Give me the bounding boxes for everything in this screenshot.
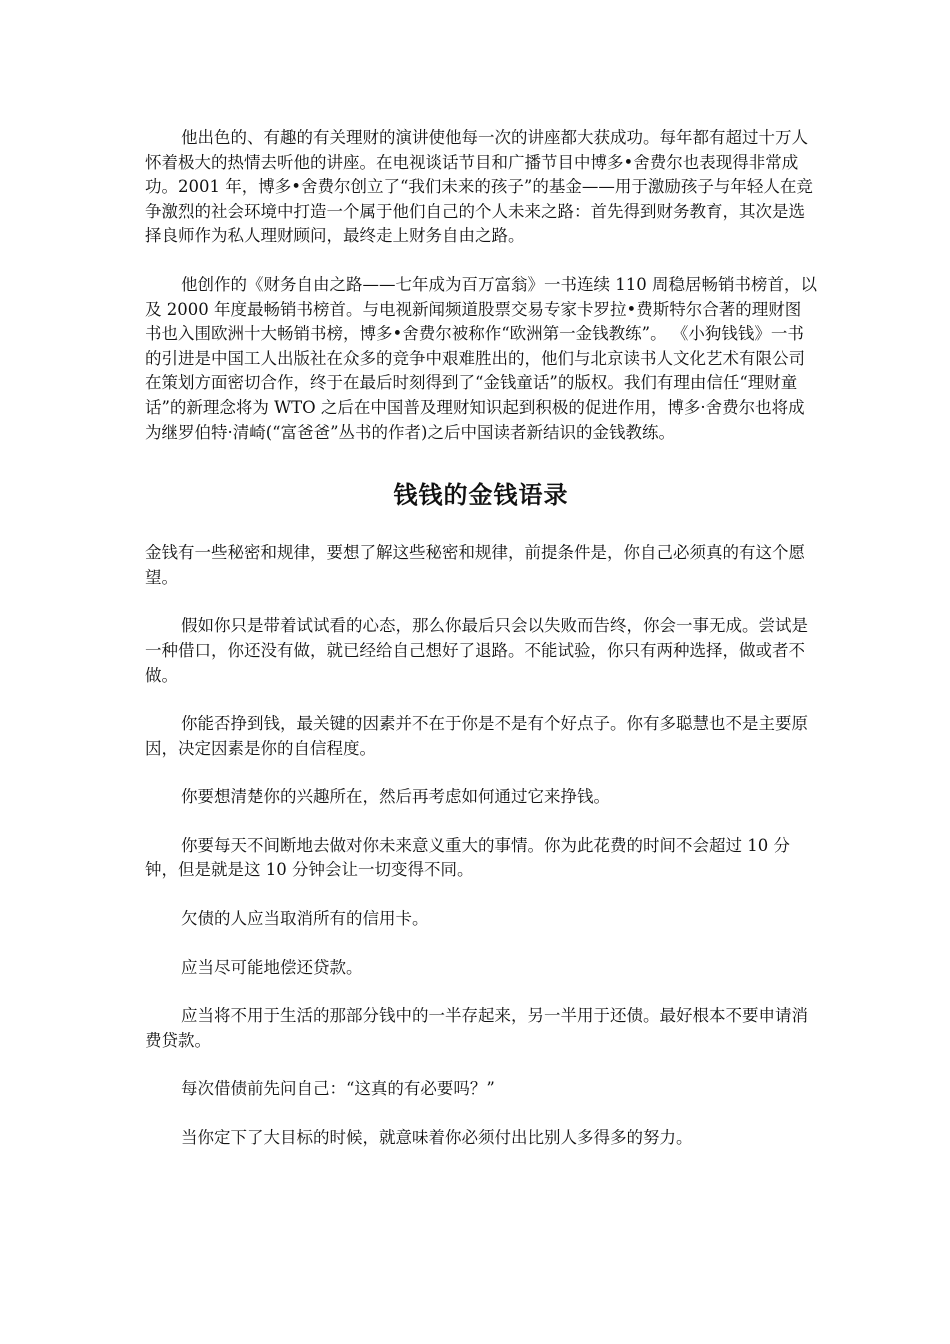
intro-paragraph: 他出色的、有趣的有关理财的演讲使他每一次的讲座都大获成功。每年都有超过十万人怀着极大的热情去听他的讲座。在电视谈话节目和广播节目中博多•舍费尔也表现得非常成功。2001 年，博多•舍费尔创立了“我们未来的孩子”的基金——用于激励孩子与年轻人在竞争激烈的社会环境中打造一个属于他们自己的个人未来之路：首先得到财务教育，其次是选择良师作为私人理财顾问，最终走上财务自由之路。: [145, 128, 813, 246]
quote-paragraph: 当你定下了大目标的时候，就意味着你必须付出比别人多得多的努力。: [181, 1128, 693, 1148]
quote-paragraph: 假如你只是带着试试看的心态，那么你最后只会以失败而告终，你会一事无成。尝试是一种借口，你还没有做，就已经给自己想好了退路。不能试验，你只有两种选择，做或者不做。: [145, 616, 808, 685]
quote-paragraph: 应当将不用于生活的那部分钱中的一半存起来，另一半用于还债。最好根本不要申请消费贷款。: [145, 1006, 808, 1050]
quote-paragraph: 金钱有一些秘密和规律，要想了解这些秘密和规律，前提条件是，你自己必须真的有这个愿望。: [145, 543, 805, 587]
quote-paragraph: 你能否挣到钱，最关键的因素并不在于你是不是有个好点子。你有多聪慧也不是主要原因，决定因素是你的自信程度。: [145, 714, 808, 758]
quote-paragraph: 你要想清楚你的兴趣所在，然后再考虑如何通过它来挣钱。: [181, 787, 610, 807]
quote-paragraph: 应当尽可能地偿还贷款。: [181, 957, 363, 977]
document-page: [145, 126, 817, 1151]
quote-paragraph: 欠债的人应当取消所有的信用卡。: [181, 909, 429, 929]
quote-paragraph: 你要每天不间断地去做对你未来意义重大的事情。你为此花费的时间不会超过 10 分钟，但是就是这 10 分钟会让一切变得不同。: [145, 835, 790, 880]
quote-paragraph: 每次借债前先问自己：“这真的有必要吗？”: [181, 1079, 495, 1099]
intro-paragraph: 他创作的《财务自由之路——七年成为百万富翁》一书连续 110 周稳居畅销书榜首，以及 2000 年度最畅销书榜首。与电视新闻频道股票交易专家卡罗拉•费斯特尔合著的理财图书也入围欧洲十大畅销书榜，博多•舍费尔被称作“欧洲第一金钱教练”。 《小狗钱钱》一书的引进是中国工人出版社在众多的竞争中艰难胜出的，他们与北京读书人文化艺术有限公司在策划方面密切合作，终于在最后时刻得到了“金钱童话”的版权。我们有理由信任“理财童话”的新理念将为 WTO 之后在中国普及理财知识起到积极的促进作用，博多·舍费尔也将成为继罗伯特·清崎(“富爸爸”丛书的作者)之后中国读者新结识的金钱教练。: [145, 274, 817, 442]
section-title: 钱钱的金钱语录: [393, 481, 569, 510]
